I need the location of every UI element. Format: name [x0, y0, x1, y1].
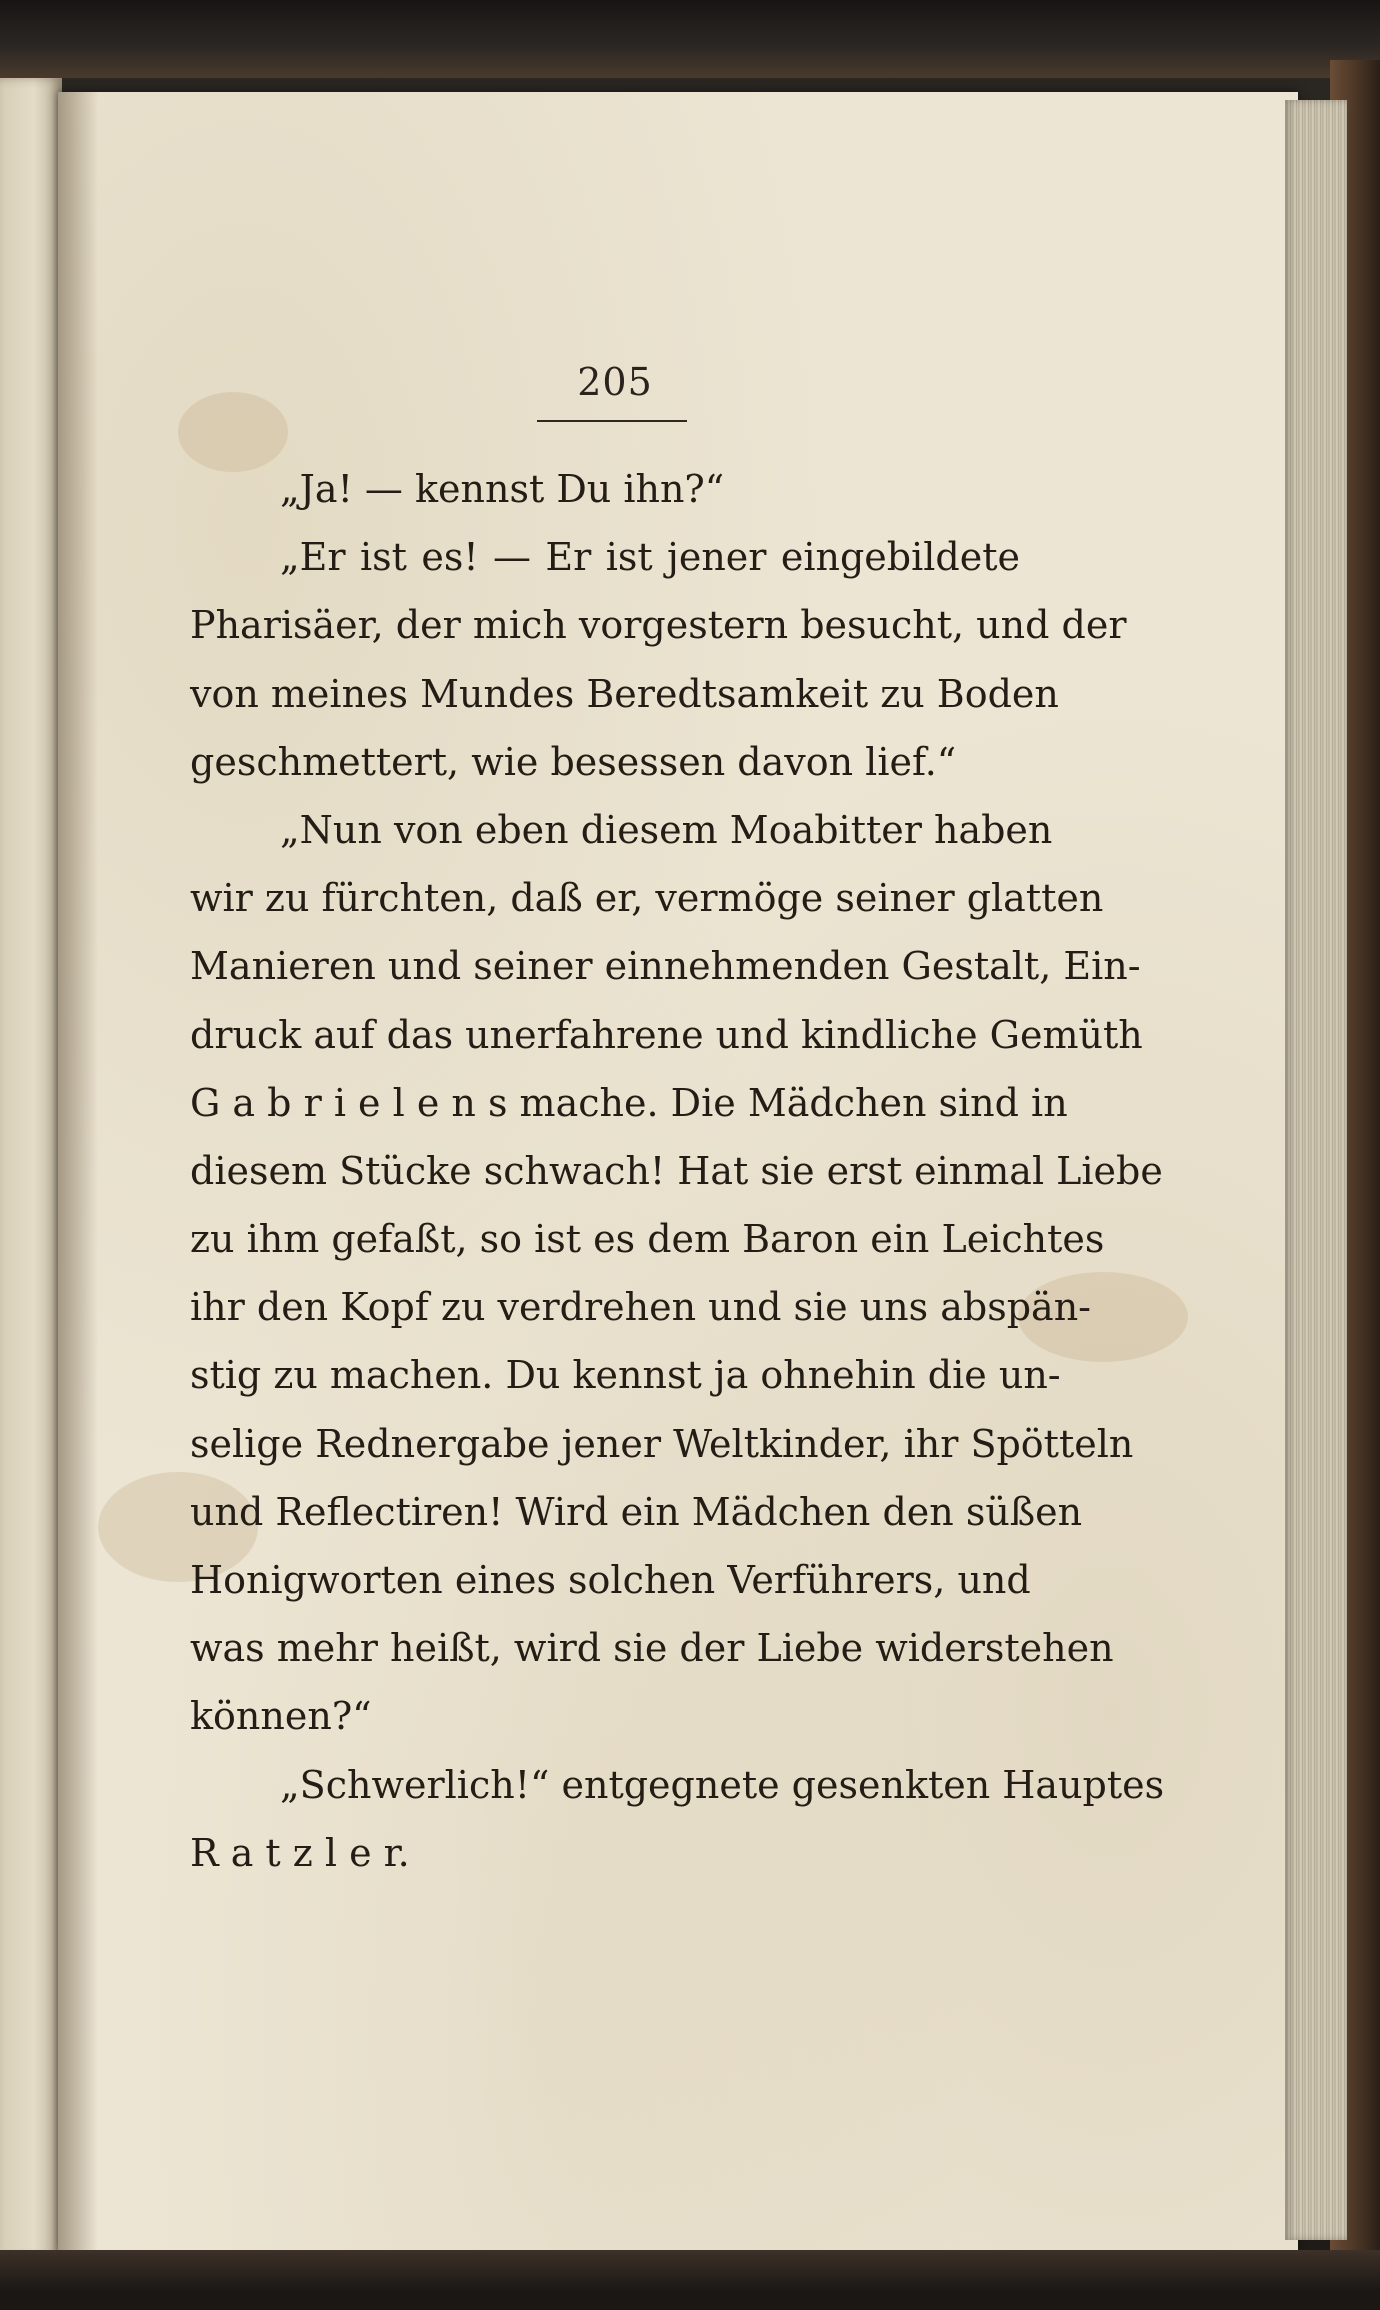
text-line: zu ihm gefaßt, so ist es dem Baron ein Leichtes	[190, 1217, 1105, 1262]
text-line: diesem Stücke schwach! Hat sie erst einmal Liebe	[190, 1148, 1163, 1193]
page-number: 205	[577, 360, 653, 404]
text-line: „Schwerlich!“ entgegnete gesenkten Hauptes	[280, 1762, 1165, 1807]
text-line: Manieren und seiner einnehmenden Gestalt, Ein-	[190, 944, 1141, 989]
header-rule	[537, 420, 687, 422]
text-line: geschmettert, wie besessen davon lief.“	[190, 739, 957, 784]
text-line: „Nun von eben diesem Moabitter haben	[280, 807, 1053, 852]
text-line: von meines Mundes Beredtsamkeit zu Boden	[190, 671, 1059, 716]
text-line: ihr den Kopf zu verdrehen und sie uns abspän-	[190, 1285, 1092, 1330]
gutter-shadow	[58, 92, 98, 2252]
text-line: Pharisäer, der mich vorgestern besucht, und der	[190, 603, 1127, 648]
text-line: G a b r i e l e n s mache. Die Mädchen sind in	[190, 1080, 1068, 1125]
text-line: können?“	[190, 1694, 372, 1739]
text-line: stig zu machen. Du kennst ja ohnehin die un-	[190, 1353, 1061, 1398]
text-line: Honigworten eines solchen Verführers, und	[190, 1558, 1031, 1602]
text-line: R a t z l e r.	[190, 1830, 410, 1875]
previous-page-edge	[0, 78, 62, 2258]
book-cover-bottom-edge	[0, 2250, 1380, 2310]
text-line: wir zu fürchten, daß er, vermöge seiner glatten	[190, 876, 1104, 921]
text-line: „Er ist es! — Er ist jener eingebildete	[280, 535, 1020, 580]
page-block-edge	[1285, 100, 1347, 2240]
text-line: und Reflectiren! Wird ein Mädchen den süßen	[190, 1489, 1083, 1534]
text-line: druck auf das unerfahrene und kindliche Gemüth	[190, 1012, 1143, 1057]
book-cover-top-edge	[0, 0, 1380, 78]
body-text	[190, 455, 1165, 1887]
text-line: was mehr heißt, wird sie der Liebe widerstehen	[190, 1626, 1114, 1671]
text-line: selige Rednergabe jener Weltkinder, ihr Spötteln	[190, 1421, 1134, 1466]
text-line: „Ja! — kennst Du ihn?“	[280, 467, 725, 511]
